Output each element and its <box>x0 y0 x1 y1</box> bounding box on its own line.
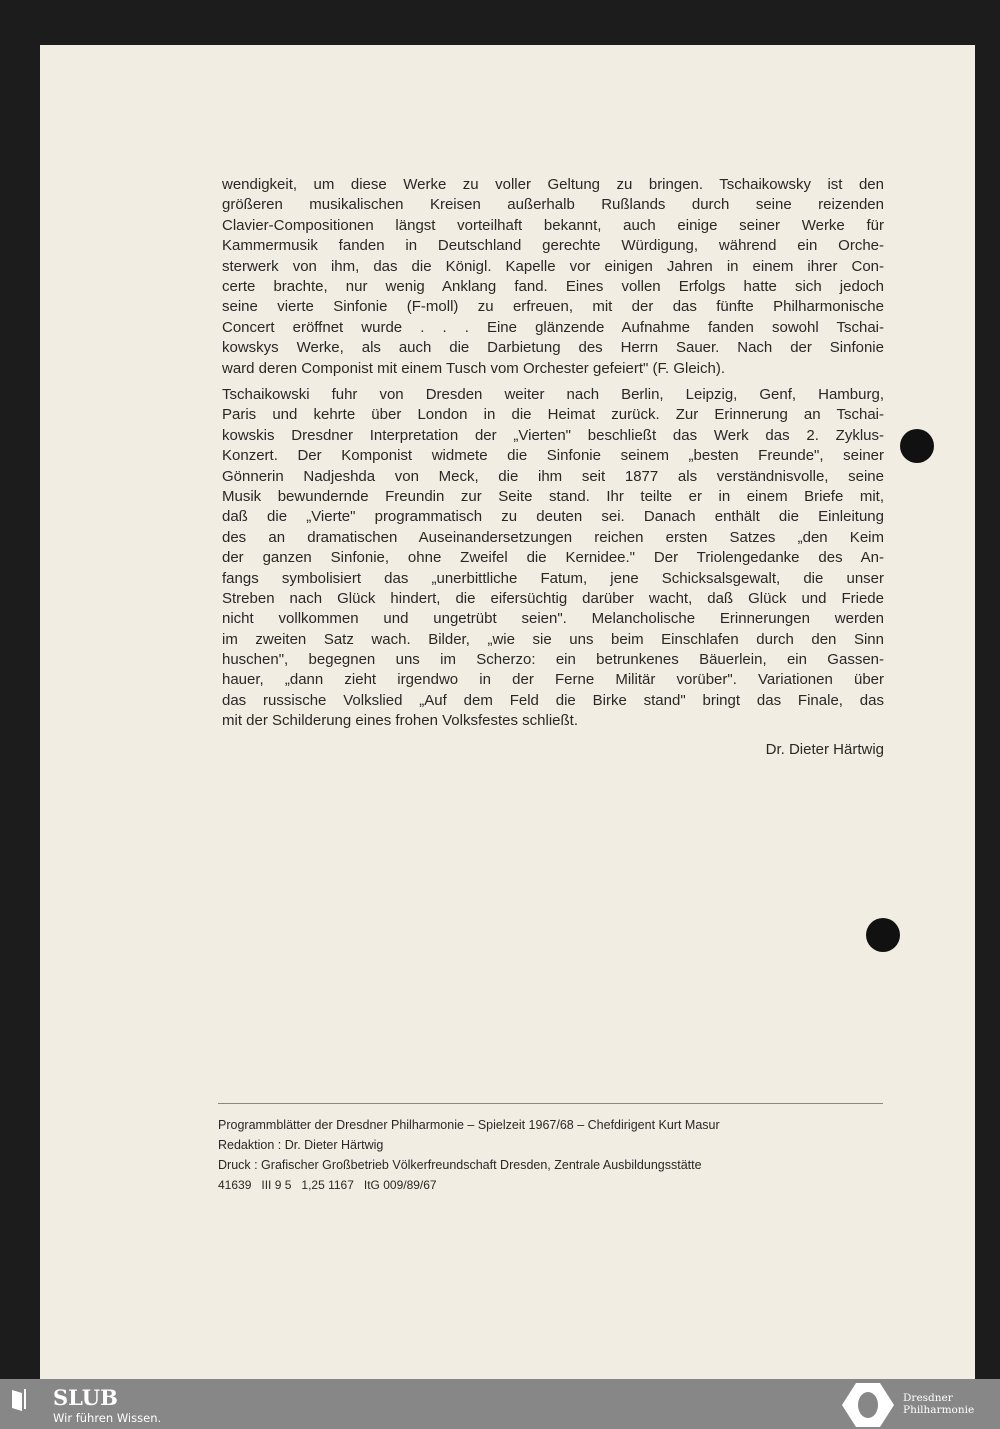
imprint <box>218 1115 720 1195</box>
text-line: daß die „Vierte" programmatisch zu deuten sei. Danach enthält die Einleitung <box>222 508 884 526</box>
slub-logo-name[interactable]: SLUB <box>53 1385 118 1410</box>
text-line: größeren musikalischen Kreisen außerhalb Rußlands durch seine reizenden <box>222 196 884 214</box>
text-line: im zweiten Satz wach. Bilder, „wie sie uns beim Einschlafen durch den Sinn <box>222 630 884 648</box>
logo-line-1: Dresdner <box>903 1392 953 1404</box>
text-line: Tschaikowski fuhr von Dresden weiter nach Berlin, Leipzig, Genf, Hamburg, <box>222 386 884 403</box>
imprint-printer: Druck : Grafischer Großbetrieb Völkerfreundschaft Dresden, Zentrale Ausbildungsstätte <box>218 1158 702 1172</box>
text-line: nicht vollkommen und ungetrübt seien". Melancholische Erinnerungen werden <box>222 610 884 628</box>
text-line: Musik bewundernde Freundin zur Seite stand. Ihr teilte er in einem Briefe mit, <box>222 487 884 505</box>
text-line: kowskys Werke, als auch die Darbietung des Herrn Sauer. Nach der Sinfonie <box>222 339 884 357</box>
imprint-editor: Redaktion : Dr. Dieter Härtwig <box>218 1138 384 1152</box>
paragraph-1 <box>222 175 884 379</box>
text-line: kowskis Dresdner Interpretation der „Vierten" beschließt das Werk das 2. Zyklus- <box>222 426 884 444</box>
text-line: Concert eröffnet wurde . . . Eine glänzende Aufnahme fanden sowohl Tschai- <box>222 318 884 336</box>
slub-logo-icon <box>10 1387 28 1411</box>
author-signature: Dr. Dieter Härtwig <box>765 741 884 758</box>
text-line: Paris und kehrte über London in die Heimat zurück. Zur Erinnerung an Tschai- <box>222 406 884 424</box>
text-line: mit der Schilderung eines frohen Volksfestes schließt. <box>222 712 579 730</box>
viewer-bar <box>0 1379 1000 1429</box>
text-line: Clavier-Compositionen längst vorteilhaft bekannt, auch einige seiner Werke für <box>222 216 884 234</box>
text-line: sterwerk von ihm, das die Königl. Kapelle vor einigen Jahren in einem ihrer Con- <box>222 257 884 275</box>
philharmonie-logo-name[interactable] <box>903 1392 974 1416</box>
punch-hole <box>900 429 934 463</box>
text-line: ward deren Componist mit einem Tusch vom Orchester gefeiert" (F. Gleich). <box>222 359 726 377</box>
philharmonie-logo-icon <box>842 1381 894 1429</box>
footer-divider <box>218 1103 883 1104</box>
slub-logo-tagline: Wir führen Wissen. <box>53 1411 162 1425</box>
text-line: Konzert. Der Komponist widmete die Sinfonie seinem „besten Freunde", seiner <box>222 447 884 465</box>
text-line: wendigkeit, um diese Werke zu voller Geltung zu bringen. Tschaikowsky ist den <box>222 176 884 193</box>
imprint-codes: 41639 III 9 5 1,25 1167 ItG 009/89/67 <box>218 1178 437 1192</box>
text-line: seine vierte Sinfonie (F-moll) zu erfreuen, mit der das fünfte Philharmonische <box>222 298 884 316</box>
logo-line-2: Philharmonie <box>903 1404 975 1416</box>
text-line: Gönnerin Nadjeshda von Meck, die ihm seit 1877 als verständnisvolle, seine <box>222 467 884 485</box>
text-line: der ganzen Sinfonie, ohne Zweifel die Kernidee." Der Triolengedanke des An- <box>222 549 884 567</box>
text-line: das russische Volkslied „Auf dem Feld die Birke stand" bringt das Finale, das <box>222 691 884 709</box>
text-line: certe brachte, nur wenig Anklang fand. Eines vollen Erfolgs hatte sich jedoch <box>222 277 884 295</box>
text-line: Streben nach Glück hindert, die eifersüchtig darüber wacht, daß Glück und Friede <box>222 589 884 607</box>
paragraph-2 <box>222 385 884 732</box>
punch-hole <box>866 918 900 952</box>
text-line: hauer, „dann zieht irgendwo in der Ferne Militär vorüber". Variationen über <box>222 671 884 689</box>
text-line: des an dramatischen Auseinandersetzungen reichen ersten Satzes „den Keim <box>222 528 884 546</box>
text-line: Kammermusik fanden in Deutschland gerechte Würdigung, während ein Orche- <box>222 237 884 255</box>
text-line: fangs symbolisiert das „unerbittliche Fatum, jene Schicksalsgewalt, die unser <box>222 569 884 587</box>
text-line: huschen", begegnen uns im Scherzo: ein betrunkenes Bäuerlein, ein Gassen- <box>222 651 884 669</box>
imprint-series: Programmblätter der Dresdner Philharmonie – Spielzeit 1967/68 – Chefdirigent Kurt Masur <box>218 1118 720 1132</box>
